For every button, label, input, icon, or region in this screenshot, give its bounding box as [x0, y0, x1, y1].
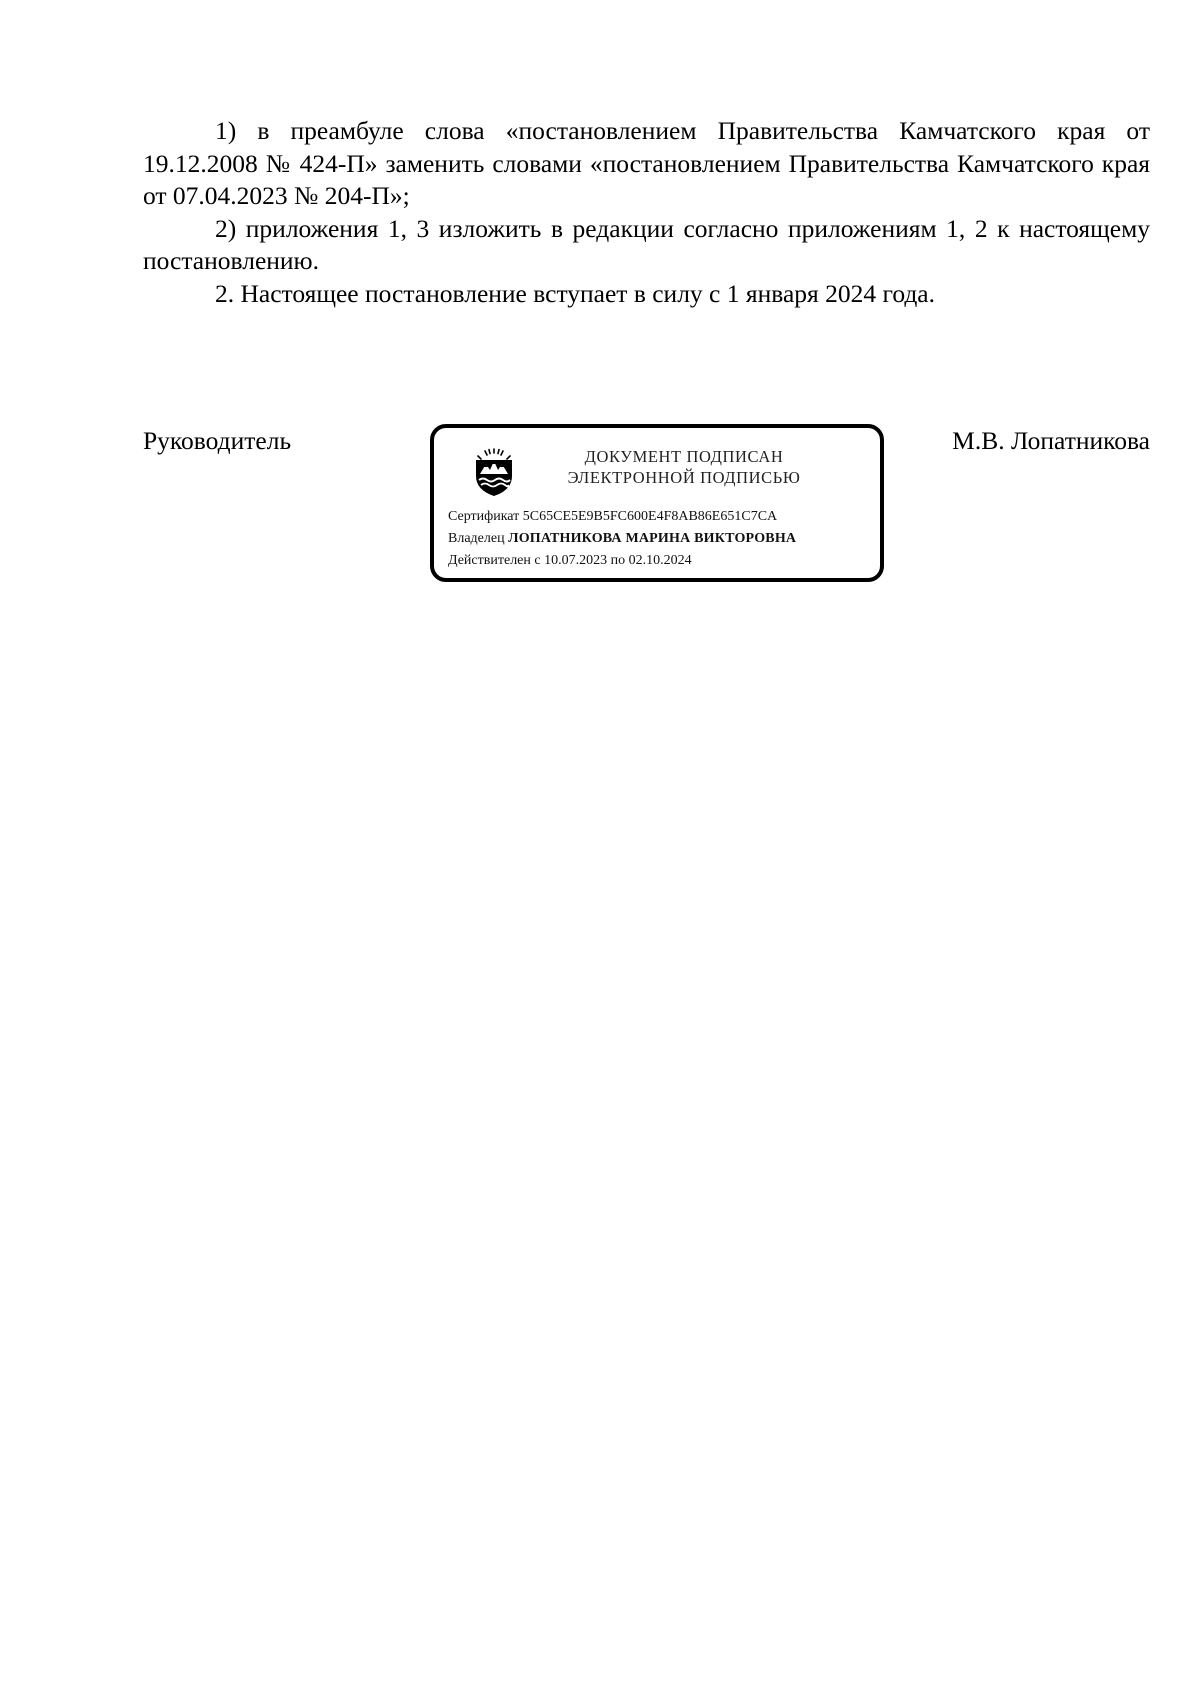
paragraph-preamble-amendment: 1) в преамбуле слова «постановлением Правительства Камчатского края от 19.12.2008 № 424-П» заменить словами «постановлением Правительства Камчатского края от 07.04.2023 № 204-П»; [143, 116, 1150, 210]
stamp-heading-line-1: ДОКУМЕНТ ПОДПИСАН [584, 447, 784, 466]
stamp-certificate-row [448, 506, 796, 528]
stamp-valid-to-label: по [610, 553, 626, 568]
signatory-position: Руководитель [143, 426, 292, 455]
paragraph-effective-date: 2. Настоящее постановление вступает в силу с 1 января 2024 года. [215, 278, 936, 308]
stamp-validity-row [448, 550, 796, 572]
stamp-valid-label: Действителен [448, 553, 531, 568]
kamchatka-coat-of-arms-icon [470, 446, 518, 498]
stamp-certificate-label: Сертификат [448, 509, 520, 524]
stamp-valid-to: 02.10.2024 [628, 553, 692, 568]
electronic-signature-stamp [430, 424, 884, 582]
stamp-valid-from-label: с [534, 553, 541, 568]
stamp-valid-from: 10.07.2023 [544, 553, 608, 568]
stamp-owner-value: ЛОПАТНИКОВА МАРИНА ВИКТОРОВНА [508, 531, 797, 546]
paragraph-appendices-amendment: 2) приложения 1, 3 изложить в редакции согласно приложениям 1, 2 к настоящему постановлению. [143, 213, 1150, 275]
stamp-certificate-value: 5C65CE5E9B5FC600E4F8AB86E651C7CA [522, 509, 778, 524]
stamp-owner-label: Владелец [448, 531, 505, 546]
stamp-heading-line-2: ЭЛЕКТРОННОЙ ПОДПИСЬЮ [567, 468, 801, 487]
stamp-details [448, 506, 796, 572]
stamp-heading [534, 446, 834, 488]
document-body [143, 115, 1150, 310]
stamp-owner-row [448, 528, 796, 550]
signatory-name: М.В. Лопатникова [952, 426, 1150, 455]
